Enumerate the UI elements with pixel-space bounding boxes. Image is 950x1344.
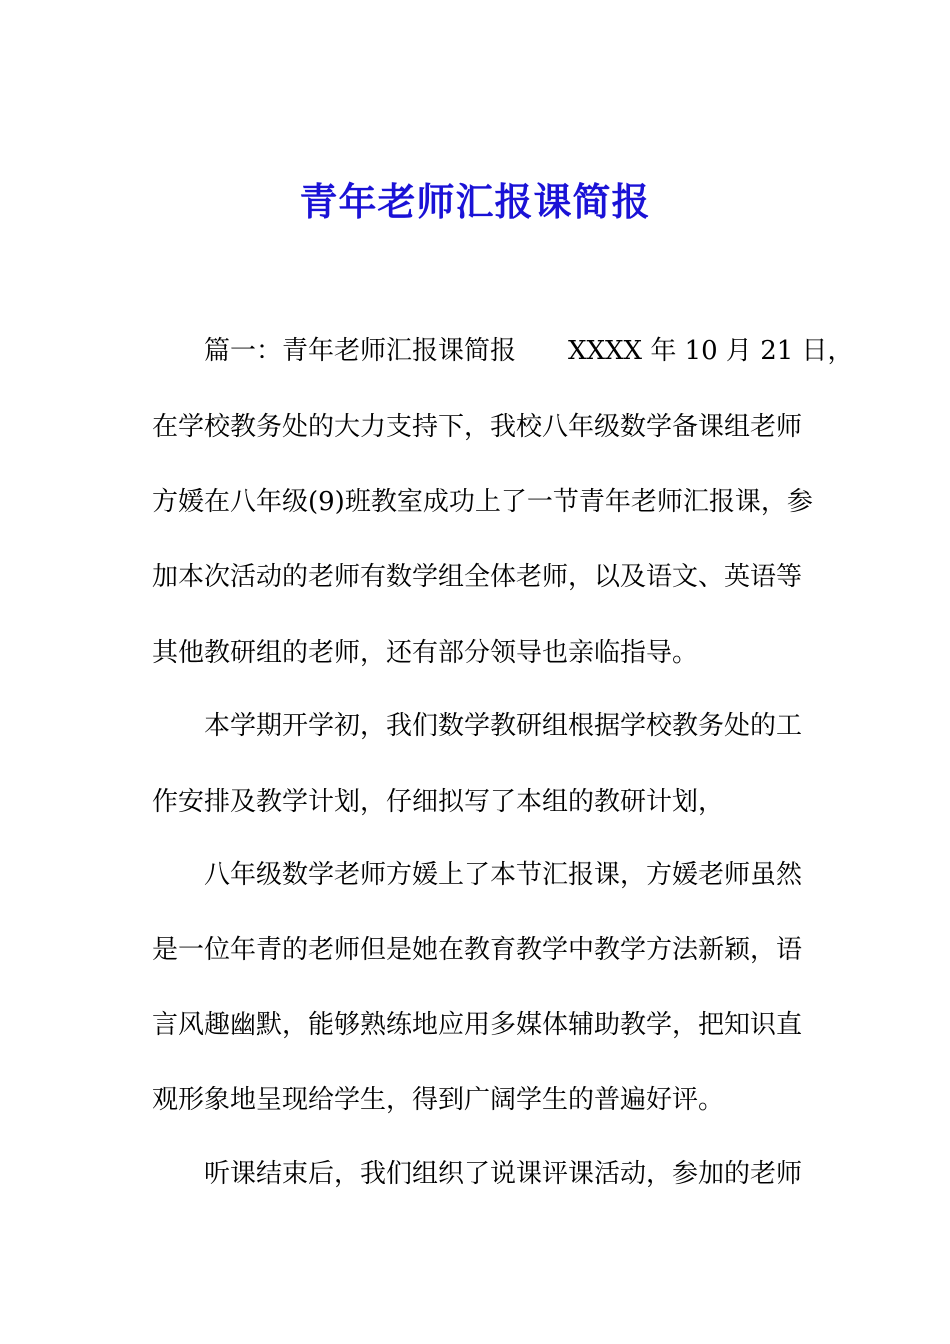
paragraph-line: 作安排及教学计划，仔细拟写了本组的教研计划， [152, 787, 725, 817]
paragraph-line: 言风趣幽默，能够熟练地应用多媒体辅助教学，把知识直 [152, 1010, 803, 1040]
paragraph-line: 其他教研组的老师，还有部分领导也亲临指导。 [152, 638, 699, 668]
report-date: XXXX 年 10 月 21 日， [568, 336, 854, 366]
paragraph-line: 八年级数学老师方媛上了本节汇报课，方媛老师虽然 [204, 860, 803, 890]
section-heading: 篇一：青年老师汇报课简报 [204, 336, 517, 366]
paragraph-line: 是一位年青的老师但是她在教育教学中教学方法新颖，语 [152, 935, 803, 965]
paragraph-line: 本学期开学初，我们数学教研组根据学校教务处的工 [204, 711, 803, 741]
document-title: 青年老师汇报课简报 [299, 180, 651, 224]
paragraph-line: 在学校教务处的大力支持下，我校八年级数学备课组老师 [152, 412, 803, 442]
paragraph-line: 观形象地呈现给学生，得到广阔学生的普遍好评。 [152, 1085, 725, 1115]
paragraph-line [204, 331, 854, 371]
paragraph-line: 方媛在八年级(9)班教室成功上了一节青年老师汇报课，参 [152, 487, 813, 517]
paragraph-line: 听课结束后，我们组织了说课评课活动，参加的老师 [204, 1159, 803, 1189]
paragraph-line: 加本次活动的老师有数学组全体老师，以及语文、英语等 [152, 562, 803, 592]
